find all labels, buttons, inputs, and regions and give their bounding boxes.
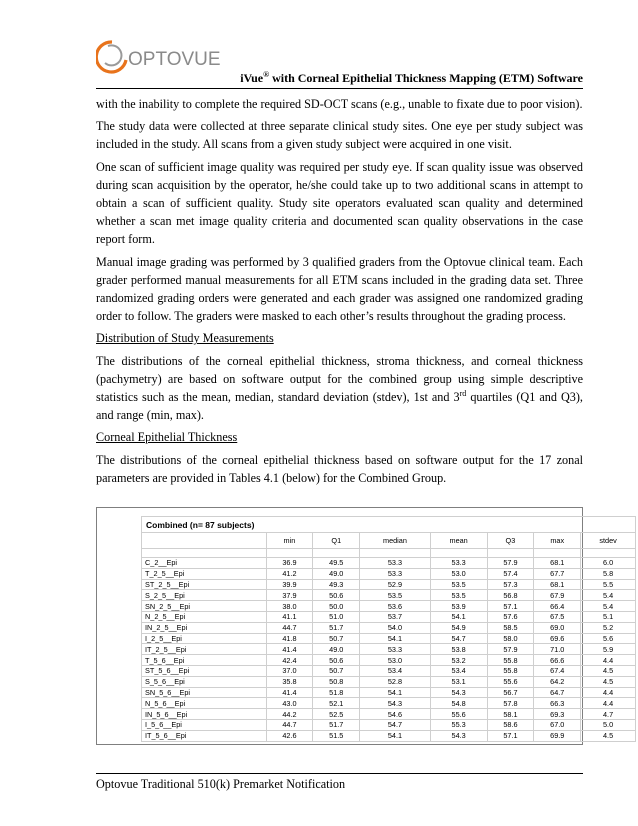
table-cell: 55.6	[430, 709, 487, 720]
column-header: stdev	[581, 533, 636, 549]
table-cell: 53.6	[360, 601, 431, 612]
table-cell: 4.4	[581, 687, 636, 698]
table-cell: 53.7	[360, 611, 431, 622]
table-cell: 50.6	[313, 655, 360, 666]
table-cell: 37.0	[266, 665, 313, 676]
table-cell: 5.4	[581, 601, 636, 612]
row-label: IN_2_5__Epi	[142, 622, 267, 633]
page-footer: Optovue Traditional 510(k) Premarket Notification	[96, 777, 346, 791]
table-cell: 51.7	[313, 622, 360, 633]
table-cell: 69.9	[534, 730, 581, 741]
table-cell: 50.7	[313, 633, 360, 644]
table-cell: 50.0	[313, 601, 360, 612]
table-cell: 55.6	[487, 676, 534, 687]
table-cell: 54.6	[360, 709, 431, 720]
table-cell: 53.4	[430, 665, 487, 676]
table-cell: 54.1	[430, 611, 487, 622]
spacer-cell	[487, 549, 534, 558]
table-cell: 50.8	[313, 676, 360, 687]
table-cell: 51.5	[313, 730, 360, 741]
table-row	[142, 719, 636, 730]
table-cell: 66.4	[534, 601, 581, 612]
paragraph-distribution	[96, 352, 583, 425]
table-row	[142, 568, 636, 579]
table-cell: 53.5	[360, 590, 431, 601]
row-label: SN_2_5__Epi	[142, 601, 267, 612]
logo-wordmark: OPTOVUE	[128, 49, 221, 70]
table-cell: 44.2	[266, 709, 313, 720]
header-divider	[96, 88, 583, 89]
table-cell: 69.6	[534, 633, 581, 644]
table-cell: 37.9	[266, 590, 313, 601]
table-row	[142, 633, 636, 644]
table-cell: 4.4	[581, 655, 636, 666]
table-cell: 56.8	[487, 590, 534, 601]
table-cell: 54.7	[430, 633, 487, 644]
table-cell: 41.4	[266, 644, 313, 655]
table-cell: 58.6	[487, 719, 534, 730]
spacer-cell	[360, 549, 431, 558]
spacer-cell	[430, 549, 487, 558]
table-cell: 67.5	[534, 611, 581, 622]
paragraph: The study data were collected at three separate clinical study sites. One eye per study subject was included in the study. All scans from a given study subject were acquired in one visit.	[96, 119, 583, 152]
table-cell: 38.0	[266, 601, 313, 612]
table-cell: 55.3	[430, 719, 487, 730]
table-cell: 5.1	[581, 611, 636, 622]
row-label: IN_5_6__Epi	[142, 709, 267, 720]
table-cell: 68.1	[534, 558, 581, 569]
distribution-text-sup: rd	[459, 388, 467, 398]
section-heading-epithelial: Corneal Epithelial Thickness	[96, 430, 238, 445]
table-cell: 50.7	[313, 665, 360, 676]
table-header-row	[142, 533, 636, 549]
table-row	[142, 644, 636, 655]
row-label: N_5_6__Epi	[142, 698, 267, 709]
table-cell: 58.0	[487, 633, 534, 644]
distribution-text-a: The distributions of the corneal epithelial thickness, stroma thickness, and corneal thickness (pachymetry) are based on software output for the combined group using simple descriptive statistics such as the mean, median, standard deviation (stdev), 1st and 3	[96, 353, 583, 405]
table-title-row	[142, 517, 636, 533]
registered-mark: ®	[263, 70, 270, 79]
table-cell: 49.5	[313, 558, 360, 569]
footer-divider	[96, 773, 583, 774]
table-cell: 67.9	[534, 590, 581, 601]
column-header: median	[360, 533, 431, 549]
table-cell: 52.5	[313, 709, 360, 720]
paragraph: One scan of sufficient image quality was required per study eye. If scan quality issue was observed during scan acquisition by the operator, he/she could take up to two additional scans in attempt to obtain a scan of sufficient quality. Study site operators evaluated scan quality and determined whether a scan met image quality criteria and documented scan quality observations in the case report form.	[96, 159, 583, 247]
row-label: S_2_5__Epi	[142, 590, 267, 601]
table-cell: 5.8	[581, 568, 636, 579]
column-header: Q1	[313, 533, 360, 549]
table-row	[142, 655, 636, 666]
table-cell: 42.6	[266, 730, 313, 741]
spacer-cell	[581, 549, 636, 558]
table-cell: 53.5	[430, 579, 487, 590]
table-cell: 41.4	[266, 687, 313, 698]
table-row	[142, 611, 636, 622]
row-label: N_2_5__Epi	[142, 611, 267, 622]
paragraph: Manual image grading was performed by 3 qualified graders from the Optovue clinical team. Each grader performed manual measurements for all ETM scans included in the grading data set. Three randomized grading orders were generated and each grader was assigned one randomized grading order to follow. The graders were masked to each other’s results throughout the grading process.	[96, 254, 583, 324]
table-cell: 44.7	[266, 719, 313, 730]
table-cell: 53.0	[430, 568, 487, 579]
table-cell: 69.0	[534, 622, 581, 633]
table-cell: 54.1	[360, 687, 431, 698]
table-cell: 69.3	[534, 709, 581, 720]
table-cell: 53.9	[430, 601, 487, 612]
table-cell: 39.9	[266, 579, 313, 590]
table-cell: 64.7	[534, 687, 581, 698]
table-cell: 58.1	[487, 709, 534, 720]
table-cell: 5.0	[581, 719, 636, 730]
table-cell: 57.9	[487, 558, 534, 569]
table-cell: 67.0	[534, 719, 581, 730]
table-cell: 53.3	[430, 558, 487, 569]
table-spacer-row	[142, 549, 636, 558]
table-row	[142, 622, 636, 633]
table-cell: 57.1	[487, 601, 534, 612]
table-cell: 54.1	[360, 633, 431, 644]
table-cell: 71.0	[534, 644, 581, 655]
table-cell: 54.1	[360, 730, 431, 741]
table-cell: 53.8	[430, 644, 487, 655]
table-row	[142, 579, 636, 590]
row-label: T_5_6__Epi	[142, 655, 267, 666]
table-cell: 49.0	[313, 644, 360, 655]
row-label: ST_5_6__Epi	[142, 665, 267, 676]
row-label: C_2__Epi	[142, 558, 267, 569]
table-cell: 41.2	[266, 568, 313, 579]
row-label: SN_5_6__Epi	[142, 687, 267, 698]
table-cell: 44.7	[266, 622, 313, 633]
column-header: mean	[430, 533, 487, 549]
table-cell: 57.8	[487, 698, 534, 709]
table-cell: 42.4	[266, 655, 313, 666]
table-cell: 67.7	[534, 568, 581, 579]
table-cell: 67.4	[534, 665, 581, 676]
row-label: ST_2_5__Epi	[142, 579, 267, 590]
table-cell: 50.6	[313, 590, 360, 601]
table-cell: 54.9	[430, 622, 487, 633]
header-title-prefix: iVue	[240, 71, 264, 85]
table-cell: 5.4	[581, 590, 636, 601]
body-text	[96, 95, 583, 491]
table-cell: 66.3	[534, 698, 581, 709]
column-header: Q3	[487, 533, 534, 549]
row-label: IT_2_5__Epi	[142, 644, 267, 655]
table-row	[142, 709, 636, 720]
table-cell: 55.8	[487, 665, 534, 676]
table-row	[142, 601, 636, 612]
table-cell: 35.8	[266, 676, 313, 687]
table-cell: 51.0	[313, 611, 360, 622]
table-cell: 53.4	[360, 665, 431, 676]
row-label: IT_5_6__Epi	[142, 730, 267, 741]
table-cell: 6.0	[581, 558, 636, 569]
table-cell: 53.2	[430, 655, 487, 666]
spacer-cell	[313, 549, 360, 558]
table-cell: 66.6	[534, 655, 581, 666]
document-header-title	[0, 70, 583, 86]
paragraph-epithelial: The distributions of the corneal epithelial thickness based on software output for the 17 zonal parameters are provided in Tables 4.1 (below) for the Combined Group.	[96, 452, 583, 485]
table-cell: 68.1	[534, 579, 581, 590]
row-label: T_2_5__Epi	[142, 568, 267, 579]
row-label: S_5_6__Epi	[142, 676, 267, 687]
table-cell: 5.2	[581, 622, 636, 633]
header-title-suffix: with Corneal Epithelial Thickness Mapping (ETM) Software	[269, 71, 583, 85]
table-cell: 54.3	[360, 698, 431, 709]
table-cell: 53.3	[360, 568, 431, 579]
table-row	[142, 698, 636, 709]
table-row	[142, 730, 636, 741]
table-cell: 49.3	[313, 579, 360, 590]
table-cell: 5.5	[581, 579, 636, 590]
table-cell: 52.8	[360, 676, 431, 687]
table-cell: 57.1	[487, 730, 534, 741]
table-cell: 43.0	[266, 698, 313, 709]
table-row	[142, 590, 636, 601]
table-frame	[96, 507, 617, 745]
table-cell: 41.8	[266, 633, 313, 644]
epithelial-thickness-table	[141, 516, 636, 742]
table-cell: 53.1	[430, 676, 487, 687]
table-cell: 54.8	[430, 698, 487, 709]
column-header: max	[534, 533, 581, 549]
table-cell: 4.5	[581, 730, 636, 741]
spacer-cell	[142, 549, 267, 558]
column-header: min	[266, 533, 313, 549]
table-cell: 4.4	[581, 698, 636, 709]
row-label: I_5_6__Epi	[142, 719, 267, 730]
table-cell: 53.3	[360, 558, 431, 569]
table-row	[142, 687, 636, 698]
table-cell: 53.0	[360, 655, 431, 666]
table-row	[142, 558, 636, 569]
section-heading-distribution: Distribution of Study Measurements	[96, 331, 274, 346]
table-cell: 54.3	[430, 730, 487, 741]
table-cell: 54.7	[360, 719, 431, 730]
table-cell: 51.8	[313, 687, 360, 698]
table-cell: 58.5	[487, 622, 534, 633]
table-cell: 49.0	[313, 568, 360, 579]
table-cell: 51.7	[313, 719, 360, 730]
table-cell: 57.4	[487, 568, 534, 579]
table-cell: 52.9	[360, 579, 431, 590]
spacer-cell	[534, 549, 581, 558]
table-cell: 4.5	[581, 676, 636, 687]
table-cell: 54.3	[430, 687, 487, 698]
table-cell: 57.3	[487, 579, 534, 590]
row-label: I_2_5__Epi	[142, 633, 267, 644]
table-cell: 57.6	[487, 611, 534, 622]
table-cell: 55.8	[487, 655, 534, 666]
table-cell: 57.9	[487, 644, 534, 655]
table-cell: 53.3	[360, 644, 431, 655]
table-cell: 5.6	[581, 633, 636, 644]
table-cell: 54.0	[360, 622, 431, 633]
distribution-text-b: quartiles (Q1 and Q3), and range (min, max).	[96, 390, 583, 423]
table-cell: 36.9	[266, 558, 313, 569]
table-row	[142, 665, 636, 676]
table-cell: 5.9	[581, 644, 636, 655]
table-title: Combined (n= 87 subjects)	[142, 517, 636, 533]
table-cell: 4.7	[581, 709, 636, 720]
table-cell: 56.7	[487, 687, 534, 698]
paragraph: with the inability to complete the required SD-OCT scans (e.g., unable to fixate due to poor vision).	[96, 97, 583, 111]
table-cell: 64.2	[534, 676, 581, 687]
table-cell: 4.5	[581, 665, 636, 676]
table-row	[142, 676, 636, 687]
header-cell-blank	[142, 533, 267, 549]
table-cell: 41.1	[266, 611, 313, 622]
table-cell: 53.5	[430, 590, 487, 601]
table-cell: 52.1	[313, 698, 360, 709]
spacer-cell	[266, 549, 313, 558]
